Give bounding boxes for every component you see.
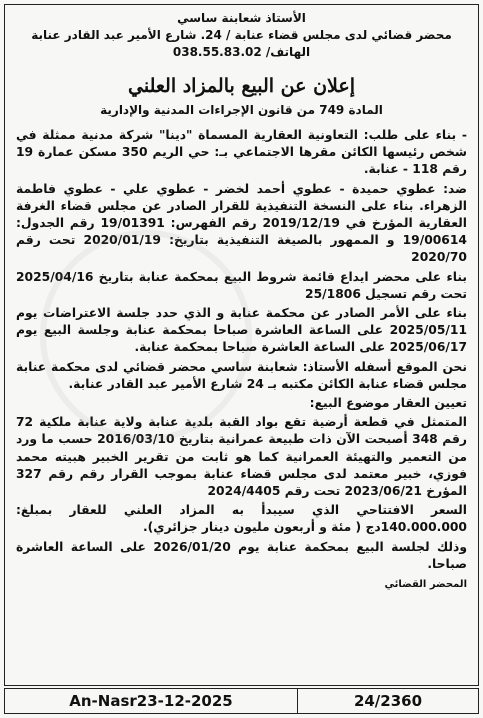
notice-title: إعلان عن البيع بالمزاد العلني — [128, 75, 355, 97]
signature-label: المحضر القضائي — [384, 579, 467, 591]
paragraph-court-order: بناء على الأمر الصادر عن محكمة عنابة و الذي حدد جلسة الاعتراضات يوم 2025/05/11 على الساعة العاشرة صباحا بمحكمة عنابة وجلسة البيع يوم 2025/06/17 على الساعة العاشرة صباحا بمحكمة عنابة. — [16, 306, 467, 355]
bailiff-name: الأستاذ شعابنة ساسي — [177, 11, 306, 25]
publication-footer — [4, 688, 479, 714]
bailiff-phone: الهاتف/ 038.55.83.02 — [172, 45, 311, 59]
publication-source: An-Nasr23-12-2025 — [5, 689, 298, 713]
paragraph-property-heading: تعيين العقار موضوع البيع: — [309, 396, 467, 411]
bailiff-office: محضر قضائي لدى مجلس قضاء عنابة / 24. شارع الأمير عبد القادر عنابة — [31, 28, 452, 42]
publication-reference: 24/2360 — [353, 692, 423, 710]
notice-subtitle: المادة 749 من قانون الإجراءات المدنية والإدارية — [100, 103, 383, 117]
paragraph-bailiff: نحن الموقع أسفله الأستاذ: شعابنة ساسي محضر قضائي لدى محكمة عنابة مجلس قضاء عنابة الكائن مكتبه بـ 24 شارع الأمير عبد القادر عنابة. — [16, 359, 467, 391]
paragraph-applicant: - بناء على طلب: التعاونية العقارية المسماة "دينا" شركة مدنية ممثلة في شخص رئيسها الكائن مقرها الاجتماعي بـ: حي الريم 350 مسكن عمارة 19 رقم 118 - عنابة. — [16, 128, 467, 177]
notice-frame — [4, 4, 479, 686]
paragraph-against: ضد: عطوي حميدة - عطوي أحمد لخضر - عطوي علي - عطوي فاطمة الزهراء. بناء على النسخة التنفيذية للقرار الصادر عن مجلس قضاء الغرفة العقارية المؤرخ في 2019/12/19 رقم الفهرس: 19/01391 رقم الجدول: 19/00614 و الممهور بالصيغة التنفيذية بتاريخ: 2020/01/19 تحت رقم 2020/70 — [16, 181, 467, 265]
paragraph-conditions-deposit: بناء على محضر ايداع قائمة شروط البيع بمحكمة عنابة بتاريخ 2025/04/16 تحت رقم تسجيل 25/1806 — [16, 269, 467, 301]
paragraph-starting-price: السعر الافتتاحي الذي سيبدأ به المزاد العلني للعقار بمبلغ: 140.000.000دج ( مئة و أربعون مليون دينار جزائري). — [16, 503, 467, 535]
paragraph-property: المتمثل في قطعة أرضية تقع بواد القبة بلدية عنابة ولاية عنابة ملكية 72 رقم 348 أصبحت الآن ذات طبيعة عمرانية بتاريخ 2016/03/10 حسب ما ورد من التعمير والتهيئة العمرانية كما هو ثابت من تقرير الخبير هبيته محمد فوزي، خبير معتمد لدى مجلس قضاء عنابة بموجب القرار رقم رقم 327 المؤرخ 2023/06/21 تحت رقم 2024/4405 — [16, 415, 467, 499]
paragraph-sale-session: وذلك لجلسة البيع بمحكمة عنابة يوم 2026/01/20 على الساعة العاشرة صباحا. — [16, 539, 467, 571]
